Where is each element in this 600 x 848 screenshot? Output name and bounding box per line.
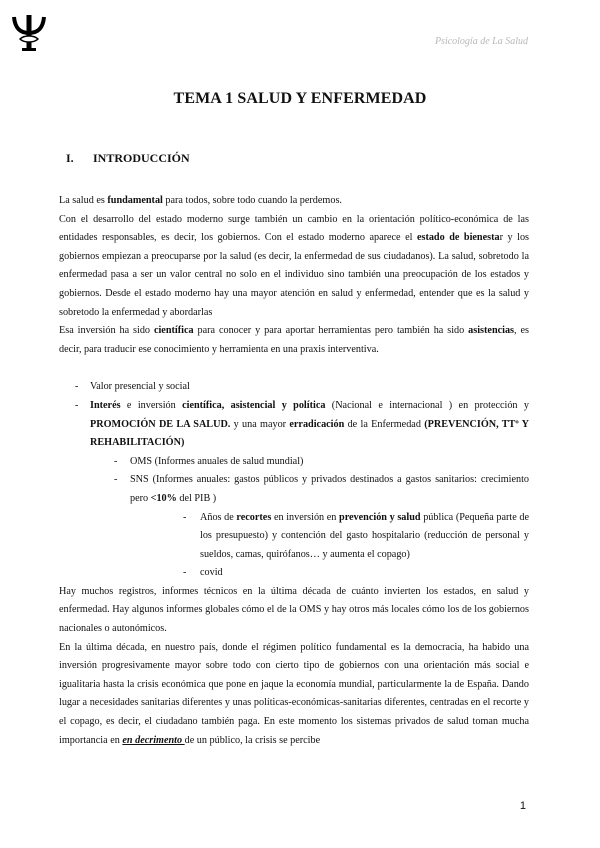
paragraph-1: La salud es fundamental para todos, sobre todo cuando la perdemos. [59,195,342,206]
paragraph-2: Con el desarrollo del estado moderno surge también un cambio en la orientación político-económica de las entidades responsables, es decir, los gobiernos. Con el estado moderno aparece el estado de bienestar y los gobiernos empiezan a preocuparse por la salud (es decir, la enfermedad de sus ciudadanos). La salud, sobretodo la enfermedad pasa a ser un valor central no solo en el individuo sino también una preocupación de los estados y gobiernos. Desde el estado moderno hay una mayor atención en salud y enfermedad, entender que es la salud y sobretodo la enfermedad y abordarlas [59,213,529,318]
section-number: I. [66,151,74,165]
list-item: - SNS (Informes anuales: gastos públicos y privados destinados a gastos sanitarios: crecimiento pero <10% del PIB ) [114,474,529,504]
page-number: 1 [519,800,526,812]
psi-logo-icon [12,14,46,52]
list-item: - OMS (Informes anuales de salud mundial) [114,455,304,467]
document-body [59,192,529,750]
section-title: INTRODUCCIÓN [93,151,190,165]
list-item: - covid [183,567,223,579]
list-item: - Interés e inversión científica, asistencial y política (Nacional e internacional ) en protección y PROMOCIÓN DE LA SALUD. y una mayor erradicación de la Enfermedad (PREVENCIÓN, TTº Y REHABILITACIÓN) [75,399,529,449]
list-item: - Años de recortes en inversión en prevención y salud pública (Pequeña parte de los presupuesto) y contención del gasto hospitalario (reducción de personal y sueldos, camas, quirófanos… y aumenta el copago) [183,511,530,560]
section-heading [66,151,190,166]
paragraph-3: Esa inversión ha sido científica para conocer y para aportar herramientas pero también ha sido asistencias, es decir, para traducir ese conocimiento y herramienta en una praxis interventiva. [59,325,529,355]
paragraph-4: Hay muchos registros, informes técnicos en la última década de cuánto invierten los estados, en salud y enfermedad. Hay algunos informes globales cómo el de la OMS y hay otros más locales cómo los de los gobiernos nacionales o autonómicos. [59,585,529,635]
page-title: TEMA 1 SALUD Y ENFERMEDAD [173,90,427,107]
list-item: - Valor presencial y social [75,381,190,393]
paragraph-5: En la última década, en nuestro país, donde el régimen político fundamental es la democracia, ha habido una inversión progresivamente mayor sobre todo con cierto tipo de gobiernos con una orientación más social e igualitaria hasta la crisis económica que pone en jaque la economía mundial, particularmente la de España. Dando lugar a necesidades sanitarias diferentes y unas políticas-económicas-sanitarias diferentes, centradas en el recorte y el copago, es decir, el ciudadano también paga. En este momento los sistemas privados de salud toman mucha importancia en en decrimento de un público, la crisis se percibe [59,641,529,746]
header-subject: Psicología de La Salud [434,36,528,47]
